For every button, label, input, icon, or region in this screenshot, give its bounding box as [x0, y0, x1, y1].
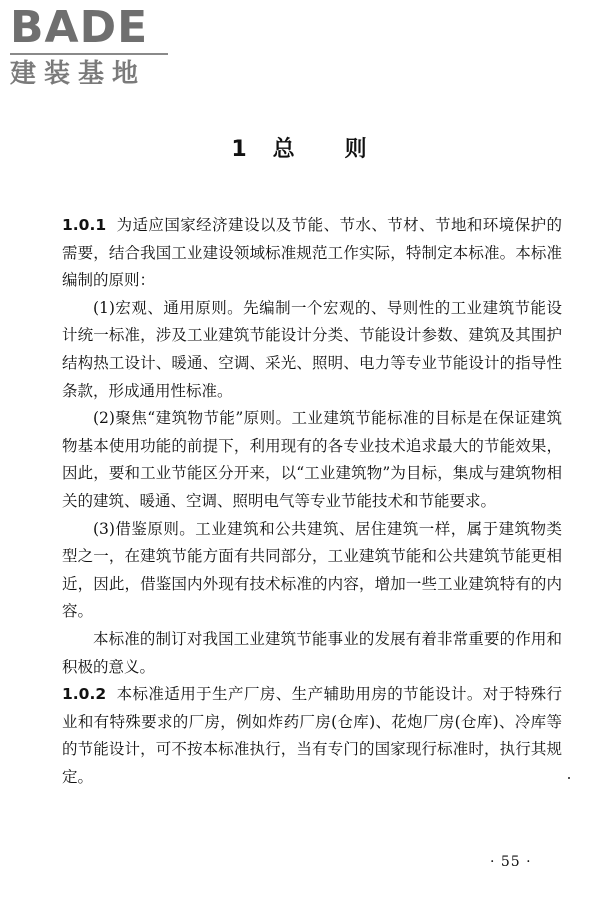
principle-3: (3)借鉴原则。工业建筑和公共建筑、居住建筑一样，属于建筑物类型之一，在建筑节能方面有共同部分，工业建筑节能和公共建筑节能更相近，因此，借鉴国内外现有技术标准的内容，增加一些工业建筑特有的内容。 — [62, 519, 562, 621]
principle-2: (2)聚焦“建筑物节能”原则。工业建筑节能标准的目标是在保证建筑物基本使用功能的前提下，利用现有的各专业技术追求最大的节能效果，因此，要和工业节能区分开来，以“工业建筑物”为目标，集成与建筑物相关的建筑、暖通、空调、照明电气等专业节能技术和节能要求。 — [62, 409, 562, 510]
clause-1-0-2 — [62, 681, 562, 791]
brand-logo — [10, 4, 175, 90]
clause-number: 1.0.1 — [62, 216, 107, 234]
chapter-title: 1 总 则 — [231, 137, 369, 162]
logo-subtitle: 建装基地 — [10, 59, 147, 89]
document-body — [62, 212, 562, 791]
significance-paragraph: 本标准的制订对我国工业建筑节能事业的发展有着非常重要的作用和积极的意义。 — [62, 629, 562, 676]
clause-1-0-1 — [62, 212, 562, 295]
scan-speck — [568, 777, 570, 779]
logo-divider — [10, 53, 168, 55]
clause-text: 本标准适用于生产厂房、生产辅助用房的节能设计。对于特殊行业和有特殊要求的厂房，例如炸药厂房(仓库)、花炮厂房(仓库)、冷库等的节能设计，可不按本标准执行，当有专门的国家现行标准时，执行其规定。 — [62, 685, 562, 786]
clause-number: 1.0.2 — [62, 685, 107, 704]
principle-1: (1)宏观、通用原则。先编制一个宏观的、导则性的工业建筑节能设计统一标准，涉及工业建筑节能设计分类、节能设计参数、建筑及其围护结构热工设计、暖通、空调、采光、照明、电力等专业节能设计的指导性条款，形成通用性标准。 — [62, 298, 562, 400]
clause-text: 为适应国家经济建设以及节能、节水、节材、节地和环境保护的需要，结合我国工业建设领域标准规范工作实际，特制定本标准。本标准编制的原则： — [62, 216, 562, 290]
logo-wordmark: BADE — [10, 2, 149, 53]
page-number: · 55 · — [490, 854, 532, 870]
